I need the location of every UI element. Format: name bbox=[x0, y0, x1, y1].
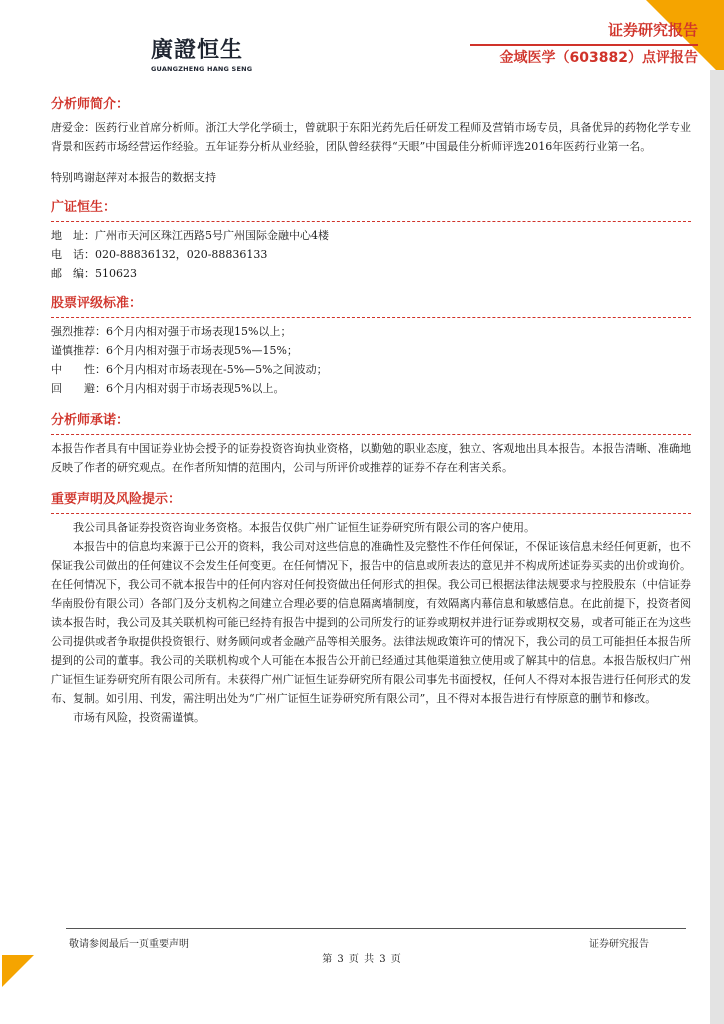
section-divider bbox=[51, 434, 691, 435]
section-divider bbox=[51, 513, 691, 514]
section-heading-rating: 股票评级标准： bbox=[51, 296, 143, 311]
company-postcode: 邮 编：510623 bbox=[51, 267, 137, 280]
page-content bbox=[51, 96, 691, 727]
report-type: 证券研究报告 bbox=[607, 21, 698, 39]
page-number: 第 3 页 共 3 页 bbox=[322, 954, 402, 965]
section-divider bbox=[51, 221, 691, 222]
analyst-thanks: 特别鸣谢赵萍对本报告的数据支持 bbox=[51, 171, 216, 184]
brand-logo bbox=[151, 38, 261, 73]
commitment-text: 本报告作者具有中国证券业协会授予的证券投资咨询执业资格，以勤勉的职业态度，独立、客观地出具本报告。本报告清晰、准确地反映了作者的研究观点。在作者所知情的范围内，公司与所评价或推荐的证券不存在利害关系。 bbox=[51, 442, 691, 474]
side-bar-decoration bbox=[710, 70, 724, 1024]
section-heading-company: 广证恒生： bbox=[51, 200, 117, 215]
company-phone: 电 话：020-88836132，020-88836133 bbox=[51, 248, 268, 261]
brand-logo-en: GUANGZHENG HANG SENG bbox=[151, 65, 253, 73]
rating-line: 回 避：6个月内相对弱于市场表现5%以上。 bbox=[51, 382, 285, 395]
brand-logo-cn: 廣證恒生 bbox=[151, 38, 244, 63]
rating-line: 强烈推荐：6个月内相对强于市场表现15%以上； bbox=[51, 325, 292, 338]
footer-divider bbox=[66, 928, 686, 929]
analyst-bio: 唐爱金：医药行业首席分析师。浙江大学化学硕士，曾就职于东阳光药先后任研发工程师及营销市场专员，具备优异的药物化学专业背景和医药市场经营运作经验。五年证券分析从业经验，团队曾经获得“天眼”中国最佳分析师评选2016年医药行业第一名。 bbox=[51, 121, 691, 153]
disclaimer-paragraph: 市场有风险，投资需谨慎。 bbox=[73, 711, 205, 724]
section-heading-commitment: 分析师承诺： bbox=[51, 413, 130, 428]
company-address: 地 址：广州市天河区珠江西路5号广州国际金融中心4楼 bbox=[51, 229, 329, 242]
footer-report-type: 证券研究报告 bbox=[589, 939, 649, 950]
disclaimer-paragraph: 我公司具备证券投资咨询业务资格。本报告仅供广州广证恒生证券研究所有限公司的客户使用。 bbox=[73, 521, 535, 534]
section-heading-analyst: 分析师简介： bbox=[51, 97, 130, 112]
header-divider bbox=[470, 44, 698, 46]
corner-decoration-bottom bbox=[2, 955, 34, 987]
rating-line: 中 性：6个月内相对市场表现在-5%—5%之间波动； bbox=[51, 363, 328, 376]
disclaimer-paragraph: 本报告中的信息均来源于已公开的资料，我公司对这些信息的准确性及完整性不作任何保证，不保证该信息未经任何更新，也不保证我公司做出的任何建议不会发生任何变更。在任何情况下，报告中的信息或所表达的意见并不构成所述证券买卖的出价或询价。在任何情况下，我公司不就本报告中的任何内容对任何投资做出任何形式的担保。我公司已根据法律法规要求与控股股东（中信证券华南股份有限公司）各部门及分支机构之间建立合理必要的信息隔离墙制度，有效隔离内幕信息和敏感信息。在此前提下，投资者阅读本报告时，我公司及其关联机构可能已经持有报告中提到的公司所发行的证券或期权并进行证券或期权交易，或者可能正在为这些公司提供或者争取提供投资银行、财务顾问或者金融产品等相关服务。法律法规政策许可的情况下，我公司的员工可能担任本报告所提到的公司的董事。我公司的关联机构或个人可能在本报告公开前已经通过其他渠道独立使用或了解其中的信息。本报告版权归广州广证恒生证券研究所有限公司所有。未获得广州广证恒生证券研究所有限公司事先书面授权，任何人不得对本报告进行任何形式的发布、复制。如引用、刊发，需注明出处为“广州广证恒生证券研究所有限公司”，且不得对本报告进行有悖原意的删节和修改。 bbox=[51, 540, 691, 705]
section-heading-disclaimer: 重要声明及风险提示： bbox=[51, 492, 182, 507]
footer-notice: 敬请参阅最后一页重要声明 bbox=[69, 939, 189, 950]
rating-line: 谨慎推荐：6个月内相对强于市场表现5%—15%； bbox=[51, 344, 298, 357]
section-divider bbox=[51, 317, 691, 318]
report-title: 金域医学（603882）点评报告 bbox=[499, 50, 698, 66]
